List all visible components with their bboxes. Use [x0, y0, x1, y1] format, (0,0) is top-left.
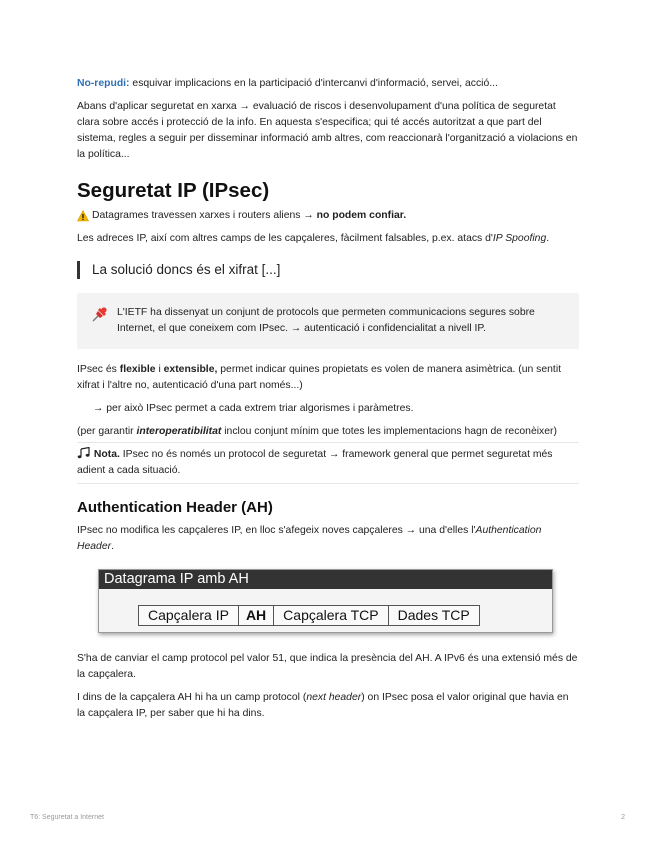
- page-footer: [30, 810, 625, 826]
- callout-text: L'IETF ha dissenyat un conjunt de protocols que permeten communicacions segures sobre Internet, el que coneixem com IPsec. → autenticació i confidencialitat a nivell IP.: [117, 307, 535, 334]
- bold-flexible: flexible: [119, 364, 156, 375]
- paragraph-text: (per garantir: [77, 426, 137, 437]
- datagram-fields: [138, 605, 480, 626]
- datagram-figure: [98, 569, 553, 633]
- term-no-repudi: No-repudi:: [77, 78, 130, 89]
- field-ah: AH: [238, 606, 273, 625]
- field-ip-header: Capçalera IP: [148, 607, 229, 623]
- page-number: 2: [621, 814, 625, 821]
- paragraph-text: I dins de la capçalera AH hi ha un camp protocol (: [77, 692, 307, 703]
- field-tcp-data: Dades TCP: [388, 606, 479, 625]
- figure-title: Datagrama IP amb AH: [99, 570, 552, 589]
- paragraph-interop: [77, 424, 579, 440]
- paragraph-text: permet indicar quines propietats es volen de manera asimètrica. (un sentit xifrat i l'altre no, autenticació d'una part només...): [77, 364, 562, 391]
- note-box: [77, 442, 579, 484]
- paragraph-text: inclou conjunt mínim que totes les implementacions hagn de reconèixer): [221, 426, 557, 437]
- paragraph-flexible: [77, 362, 579, 394]
- paragraph-ah-intro: [77, 523, 579, 555]
- paragraph-protocol-51: S'ha de canviar el camp protocol pel valor 51, que indica la presència del AH. A IPv6 és una extensió més de la capçalera.: [77, 653, 578, 680]
- music-note-icon: [77, 447, 91, 459]
- note-text: [77, 447, 579, 479]
- bold-extensible: extensible,: [163, 364, 218, 375]
- paragraph-text: IPsec no és només un protocol de seguretat → framework general que permet seguretat més adient a cada situació.: [77, 449, 553, 476]
- warning-line: [77, 208, 579, 224]
- warning-text: Datagrames travessen xarxes i routers aliens →: [92, 210, 317, 221]
- warning-bold: no podem confiar.: [316, 210, 407, 221]
- blockquote: La solució doncs és el xifrat [...]: [77, 261, 579, 279]
- field-tcp-header: Capçalera TCP: [273, 606, 387, 625]
- page-content: [77, 76, 579, 722]
- paragraph-text: ) on IPsec posa el valor original que havia en la capçalera IP, per saber que hi ha dins.: [77, 692, 569, 719]
- warning-icon: [77, 210, 89, 222]
- bold-italic-interop: interoperatibilitat: [136, 426, 222, 437]
- paragraph-next-header: [77, 690, 579, 722]
- note-label: Nota.: [93, 449, 120, 460]
- paragraph-addresses: [77, 231, 579, 247]
- paragraph-policy: Abans d'aplicar seguretat en xarxa → evaluació de riscos i desenvolupament d'una política de seguretat clara sobre accés i protecció de la info. En aquesta s'especifica; qui té accés autoritzat a que part del sistema, regles a seguir per disseminar informació amb altres, com reaccionarà l'organització a violacions en la política...: [77, 101, 578, 160]
- paragraph-text: .: [546, 233, 550, 244]
- paragraph-text: IPsec és: [77, 364, 120, 375]
- paragraph-text: i: [155, 364, 164, 375]
- section-title-ah: Authentication Header (AH): [77, 499, 273, 516]
- footer-title: T6: Seguretat a Internet: [30, 814, 104, 821]
- italic-next-header: next header: [306, 692, 362, 703]
- paragraph-algorithms: → per això IPsec permet a cada extrem triar algorismes i paràmetres.: [93, 403, 414, 414]
- paragraph-text: .: [111, 541, 114, 552]
- pushpin-icon: [91, 305, 109, 323]
- section-title-ipsec: Seguretat IP (IPsec): [77, 179, 270, 202]
- callout-box: [77, 293, 579, 349]
- paragraph-no-repudi: [77, 76, 579, 92]
- paragraph-text: Les adreces IP, així com altres camps de les capçaleres, fàcilment falsables, p.ex. atacs d': [77, 233, 493, 244]
- paragraph-text: esquivar implicacions en la participació d'intercanvi d'informació, servei, acció...: [129, 78, 498, 89]
- italic-authentication-header: Authentication Header: [77, 525, 542, 552]
- paragraph-text: IPsec no modifica les capçaleres IP, en lloc s'afegeix noves capçaleres → una d'elles l': [77, 525, 476, 536]
- italic-ip-spoofing: IP Spoofing: [492, 233, 547, 244]
